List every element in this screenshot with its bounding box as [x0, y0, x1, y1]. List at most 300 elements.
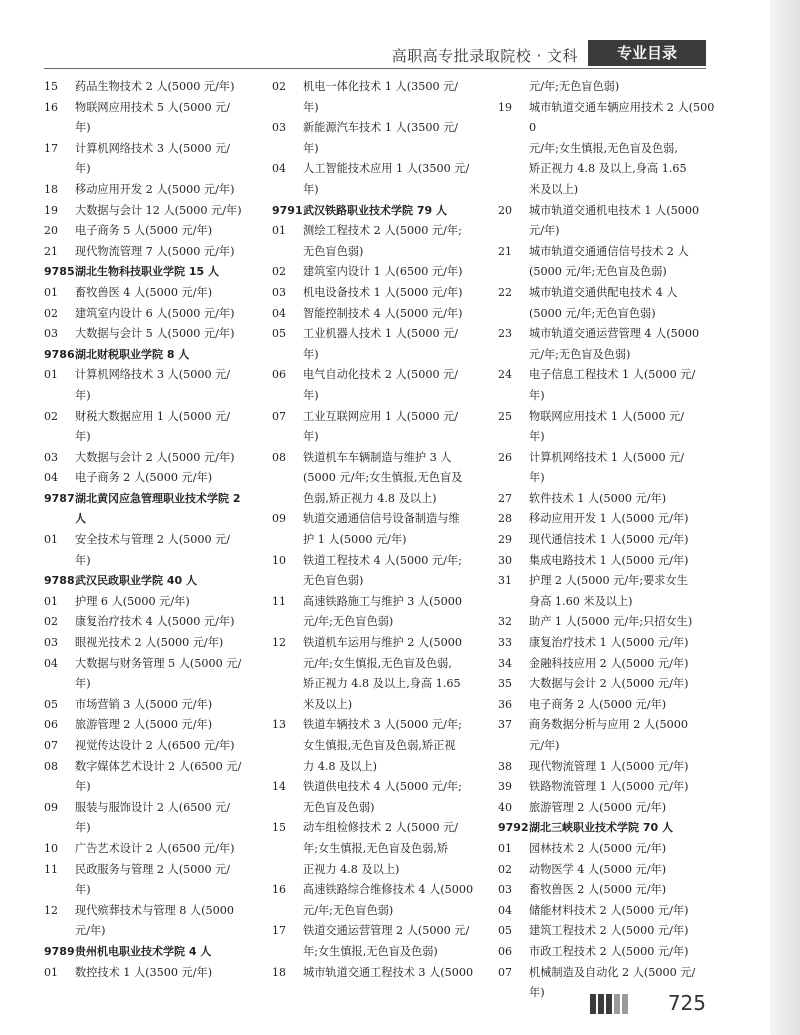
major-text: 康复治疗技术 4 人(5000 元/年) — [75, 615, 235, 629]
major-entry — [44, 98, 266, 119]
indent — [44, 818, 75, 839]
major-text: 计算机网络技术 3 人(5000 元/ — [75, 368, 231, 382]
entry-continuation — [498, 180, 720, 201]
major-text: 工业机器人技术 1 人(5000 元/ — [303, 327, 459, 341]
major-text: 现代殡葬技术与管理 8 人(5000 — [75, 903, 234, 917]
major-entry — [498, 530, 720, 551]
footer-decoration — [590, 994, 628, 1014]
major-code: 20 — [498, 203, 512, 217]
major-text: 广告艺术设计 2 人(6500 元/年) — [75, 841, 235, 855]
major-code: 06 — [272, 368, 286, 382]
major-code: 04 — [44, 656, 58, 670]
major-text: 年) — [303, 100, 319, 114]
major-text: 年) — [303, 388, 319, 402]
column-3 — [498, 77, 720, 1004]
major-entry — [498, 407, 720, 428]
school-heading — [498, 818, 720, 839]
major-text: 现代物流管理 7 人(5000 元/年) — [75, 244, 235, 258]
major-code: 11 — [44, 862, 58, 876]
major-entry — [44, 901, 266, 922]
indent — [272, 489, 303, 510]
major-text: 现代通信技术 1 人(5000 元/年) — [529, 533, 689, 547]
major-text: 正视力 4.8 及以上) — [303, 862, 400, 876]
major-text: 年) — [75, 121, 91, 135]
major-entry — [498, 798, 720, 819]
entry-continuation — [498, 468, 720, 489]
major-entry — [272, 77, 494, 98]
major-entry — [272, 221, 494, 242]
entry-continuation — [272, 98, 494, 119]
major-code: 22 — [498, 285, 512, 299]
major-text: 市场营销 3 人(5000 元/年) — [75, 697, 213, 711]
major-entry — [44, 180, 266, 201]
major-text: 年) — [75, 780, 91, 794]
school-code: 9788 — [44, 574, 75, 588]
indent — [272, 901, 303, 922]
indent — [272, 612, 303, 633]
indent — [272, 695, 303, 716]
major-text: 计算机网络技术 3 人(5000 元/ — [75, 141, 231, 155]
indent — [498, 983, 529, 1004]
major-code: 36 — [498, 697, 512, 711]
entry-continuation — [44, 880, 266, 901]
major-text: 数控技术 1 人(3500 元/年) — [75, 965, 213, 979]
major-text: 移动应用开发 2 人(5000 元/年) — [75, 182, 235, 196]
major-text: (5000 元/年;无色盲及色弱) — [529, 265, 667, 279]
major-text: 无色盲及色弱) — [303, 800, 375, 814]
major-text: 工业互联网应用 1 人(5000 元/ — [303, 409, 459, 423]
school-heading — [44, 571, 266, 592]
major-text: 年) — [75, 430, 91, 444]
indent — [498, 262, 529, 283]
major-text: 园林技术 2 人(5000 元/年) — [529, 841, 667, 855]
major-text: 服装与服饰设计 2 人(6500 元/ — [75, 800, 231, 814]
major-text: 电子商务 2 人(5000 元/年) — [75, 471, 213, 485]
school-name: 武汉民政职业学院 40 人 — [75, 574, 197, 588]
major-text: 米及以上) — [529, 182, 579, 196]
major-code: 37 — [498, 718, 512, 732]
major-code: 02 — [272, 80, 286, 93]
major-code: 03 — [44, 327, 58, 341]
major-code: 05 — [498, 924, 512, 938]
column-2 — [272, 77, 494, 983]
indent — [272, 386, 303, 407]
indent — [44, 509, 75, 530]
major-code: 40 — [498, 800, 512, 814]
major-entry — [498, 201, 720, 222]
major-code: 03 — [44, 450, 58, 464]
major-text: 高速铁路综合维修技术 4 人(5000 — [303, 883, 474, 897]
major-code: 12 — [272, 636, 286, 650]
major-entry — [272, 407, 494, 428]
school-name: 湖北财税职业学院 8 人 — [75, 347, 190, 361]
major-text: 城市轨道交通车辆应用技术 2 人(5000 — [529, 100, 715, 135]
entry-continuation — [272, 139, 494, 160]
major-text: 城市轨道交通机电技术 1 人(5000 — [529, 203, 700, 217]
major-entry — [498, 942, 720, 963]
major-code: 15 — [272, 821, 286, 835]
major-text: 铁路物流管理 1 人(5000 元/年) — [529, 780, 689, 794]
entry-continuation — [272, 901, 494, 922]
header-title: 高职高专批录取院校 · 文科 — [391, 47, 578, 65]
major-text: 城市轨道交通通信信号技术 2 人 — [529, 244, 689, 258]
major-entry — [44, 139, 266, 160]
major-text: 元/年) — [529, 739, 560, 752]
major-text: 护 1 人(5000 元/年) — [303, 533, 407, 547]
school-heading — [44, 262, 266, 283]
major-code: 05 — [272, 327, 286, 341]
indent — [272, 654, 303, 675]
major-code: 03 — [498, 883, 512, 897]
major-entry — [44, 468, 266, 489]
major-text: 铁道工程技术 4 人(5000 元/年; — [303, 553, 462, 567]
major-text: 铁道供电技术 4 人(5000 元/年; — [303, 780, 462, 794]
major-text: 无色盲色弱) — [303, 574, 364, 588]
entry-continuation — [272, 427, 494, 448]
major-entry — [498, 880, 720, 901]
entry-continuation — [44, 118, 266, 139]
entry-continuation — [272, 180, 494, 201]
school-name: 武汉铁路职业技术学院 79 人 — [303, 203, 447, 217]
entry-continuation — [272, 468, 494, 489]
major-entry — [498, 571, 720, 592]
school-code: 9791 — [272, 203, 303, 217]
major-code: 21 — [498, 244, 512, 258]
major-text: 软件技术 1 人(5000 元/年) — [529, 491, 667, 505]
major-entry — [498, 715, 720, 736]
major-text: 年) — [303, 141, 319, 155]
major-code: 01 — [44, 533, 58, 547]
major-entry — [272, 365, 494, 386]
indent — [44, 159, 75, 180]
indent — [44, 921, 75, 942]
major-text: 人工智能技术应用 1 人(3500 元/ — [303, 162, 470, 176]
school-name: 湖北生物科技职业学院 15 人 — [75, 265, 219, 279]
major-text: 眼视光技术 2 人(5000 元/年) — [75, 636, 224, 650]
entry-continuation — [272, 798, 494, 819]
indent — [272, 798, 303, 819]
major-entry — [44, 201, 266, 222]
major-code: 32 — [498, 615, 512, 629]
major-text: 女生慎报,无色盲及色弱,矫正视 — [303, 739, 456, 752]
major-text: 畜牧兽医 2 人(5000 元/年) — [529, 883, 667, 897]
major-text: 年) — [303, 182, 319, 196]
indent — [44, 118, 75, 139]
major-code: 03 — [272, 121, 286, 135]
major-text: 铁道车辆技术 3 人(5000 元/年; — [303, 718, 462, 732]
indent — [498, 221, 529, 242]
major-code: 02 — [272, 265, 286, 279]
major-text: 年) — [75, 677, 91, 691]
entry-continuation — [498, 262, 720, 283]
indent — [44, 427, 75, 448]
major-text: 年) — [529, 986, 545, 1000]
major-text: 视觉传达设计 2 人(6500 元/年) — [75, 739, 235, 752]
major-text: 移动应用开发 1 人(5000 元/年) — [529, 512, 689, 526]
major-code: 25 — [498, 409, 512, 423]
major-entry — [498, 448, 720, 469]
page-number: 725 — [667, 991, 706, 1015]
entry-continuation — [44, 159, 266, 180]
major-text: 电子信息工程技术 1 人(5000 元/ — [529, 368, 696, 382]
major-code: 04 — [498, 903, 512, 917]
major-code: 38 — [498, 759, 512, 773]
major-entry — [498, 839, 720, 860]
major-text: 安全技术与管理 2 人(5000 元/ — [75, 533, 231, 547]
major-text: 矫正视力 4.8 及以上,身高 1.65 — [303, 677, 461, 691]
school-heading — [44, 489, 266, 510]
major-entry — [272, 283, 494, 304]
entry-continuation — [272, 695, 494, 716]
major-text: 大数据与会计 12 人(5000 元/年) — [75, 203, 242, 217]
entry-continuation — [498, 386, 720, 407]
major-text: (5000 元/年;无色盲色弱) — [529, 306, 656, 320]
major-code: 29 — [498, 533, 512, 547]
major-entry — [498, 860, 720, 881]
major-entry — [498, 654, 720, 675]
major-text: 动车组检修技术 2 人(5000 元/ — [303, 821, 459, 835]
major-entry — [272, 262, 494, 283]
major-entry — [272, 592, 494, 613]
entry-continuation — [272, 654, 494, 675]
major-code: 01 — [272, 224, 286, 238]
major-text: 电气自动化技术 2 人(5000 元/ — [303, 368, 459, 382]
major-text: 市政工程技术 2 人(5000 元/年) — [529, 944, 689, 958]
indent — [44, 777, 75, 798]
indent — [272, 736, 303, 757]
major-code: 08 — [44, 759, 58, 773]
major-entry — [498, 98, 720, 139]
major-text: 铁道交通运营管理 2 人(5000 元/ — [303, 924, 470, 938]
major-code: 07 — [498, 965, 512, 979]
major-code: 04 — [272, 306, 286, 320]
major-text: 集成电路技术 1 人(5000 元/年) — [529, 553, 689, 567]
major-code: 01 — [498, 841, 512, 855]
major-text: 年) — [75, 883, 91, 897]
major-code: 23 — [498, 327, 512, 341]
major-text: 机电设备技术 1 人(5000 元/年) — [303, 285, 463, 299]
major-entry — [44, 736, 266, 757]
major-text: 大数据与财务管理 5 人(5000 元/ — [75, 656, 242, 670]
page-edge — [770, 0, 800, 1035]
major-entry — [44, 530, 266, 551]
major-entry — [44, 612, 266, 633]
major-code: 01 — [44, 285, 58, 299]
school-name: 人 — [75, 512, 86, 526]
indent — [272, 530, 303, 551]
major-entry — [272, 159, 494, 180]
major-entry — [272, 963, 494, 984]
major-entry — [498, 633, 720, 654]
major-code: 16 — [272, 883, 286, 897]
header-section-tag: 专业目录 — [588, 40, 706, 66]
school-code: 9786 — [44, 347, 75, 361]
entry-continuation — [498, 221, 720, 242]
major-text: 元/年;无色盲色弱) — [303, 615, 394, 629]
major-entry — [44, 963, 266, 984]
major-text: (5000 元/年;女生慎报,无色盲及 — [303, 471, 463, 485]
major-code: 16 — [44, 100, 58, 114]
major-entry — [498, 901, 720, 922]
indent — [498, 77, 529, 98]
major-code: 13 — [272, 718, 286, 732]
major-code: 06 — [498, 944, 512, 958]
major-text: 金融科技应用 2 人(5000 元/年) — [529, 656, 689, 670]
major-entry — [44, 242, 266, 263]
indent — [272, 345, 303, 366]
major-text: 无色盲色弱) — [303, 244, 364, 258]
major-code: 03 — [44, 636, 58, 650]
major-code: 11 — [272, 594, 286, 608]
major-entry — [498, 695, 720, 716]
major-entry — [272, 921, 494, 942]
entry-continuation — [44, 777, 266, 798]
major-text: 年) — [303, 430, 319, 444]
major-code: 03 — [272, 285, 286, 299]
indent — [44, 880, 75, 901]
school-name: 贵州机电职业技术学院 4 人 — [75, 944, 212, 958]
major-entry — [44, 633, 266, 654]
major-text: 城市轨道交通供配电技术 4 人 — [529, 285, 678, 299]
major-text: 身高 1.60 米及以上) — [529, 594, 633, 608]
school-code: 9785 — [44, 265, 75, 279]
major-text: 智能控制技术 4 人(5000 元/年) — [303, 306, 463, 320]
major-text: 年) — [75, 553, 91, 567]
indent — [272, 242, 303, 263]
major-text: 年) — [529, 388, 545, 402]
entry-continuation — [272, 386, 494, 407]
indent — [272, 674, 303, 695]
major-text: 元/年;无色盲色弱) — [303, 903, 394, 917]
indent — [44, 551, 75, 572]
indent — [272, 860, 303, 881]
major-text: 护理 2 人(5000 元/年;要求女生 — [529, 574, 688, 588]
major-code: 17 — [44, 141, 58, 155]
major-text: 元/年;女生慎报,无色盲及色弱, — [529, 141, 678, 155]
major-text: 铁道机车运用与维护 2 人(5000 — [303, 636, 462, 650]
major-text: 机械制造及自动化 2 人(5000 元/ — [529, 965, 696, 979]
major-entry — [498, 777, 720, 798]
major-text: 年) — [529, 471, 545, 485]
major-entry — [44, 860, 266, 881]
header-divider — [44, 68, 706, 69]
major-text: 建筑室内设计 1 人(6500 元/年) — [303, 265, 463, 279]
entry-continuation — [272, 942, 494, 963]
major-entry — [44, 77, 266, 98]
major-entry — [44, 221, 266, 242]
major-entry — [44, 798, 266, 819]
major-entry — [44, 304, 266, 325]
major-text: 测绘工程技术 2 人(5000 元/年; — [303, 224, 462, 238]
major-entry — [44, 839, 266, 860]
entry-continuation — [272, 571, 494, 592]
major-text: 商务数据分析与应用 2 人(5000 — [529, 718, 688, 732]
indent — [498, 159, 529, 180]
major-text: 数字媒体艺术设计 2 人(6500 元/ — [75, 759, 242, 773]
major-code: 14 — [272, 780, 286, 794]
major-code: 28 — [498, 512, 512, 526]
major-code: 21 — [44, 244, 58, 258]
major-text: 动物医学 4 人(5000 元/年) — [529, 862, 667, 876]
major-text: 储能材料技术 2 人(5000 元/年) — [529, 903, 689, 917]
major-code: 01 — [44, 368, 58, 382]
major-entry — [272, 118, 494, 139]
indent — [272, 139, 303, 160]
page-header — [0, 40, 706, 68]
major-text: 电子商务 5 人(5000 元/年) — [75, 224, 213, 238]
entry-continuation — [498, 159, 720, 180]
major-code: 34 — [498, 656, 512, 670]
major-entry — [272, 818, 494, 839]
major-text: 机电一体化技术 1 人(3500 元/ — [303, 80, 459, 93]
major-text: 矫正视力 4.8 及以上,身高 1.65 — [529, 162, 687, 176]
major-code: 02 — [44, 615, 58, 629]
major-code: 18 — [272, 965, 286, 979]
school-name: 湖北三峡职业技术学院 70 人 — [529, 821, 673, 835]
major-entry — [498, 612, 720, 633]
major-text: 建筑室内设计 6 人(5000 元/年) — [75, 306, 235, 320]
major-code: 09 — [272, 512, 286, 526]
major-text: 元/年;无色盲及色弱) — [529, 347, 631, 361]
major-text: 米及以上) — [303, 697, 353, 711]
major-code: 15 — [44, 80, 58, 93]
major-entry — [44, 324, 266, 345]
major-code: 07 — [44, 739, 58, 752]
entry-continuation — [498, 77, 720, 98]
major-text: 康复治疗技术 1 人(5000 元/年) — [529, 636, 689, 650]
major-text: 力 4.8 及以上) — [303, 759, 378, 773]
entry-continuation — [498, 304, 720, 325]
major-code: 02 — [498, 862, 512, 876]
indent — [272, 571, 303, 592]
major-entry — [498, 757, 720, 778]
school-code: 9789 — [44, 944, 75, 958]
major-text: 护理 6 人(5000 元/年) — [75, 594, 190, 608]
major-code: 09 — [44, 800, 58, 814]
major-text: 大数据与会计 2 人(5000 元/年) — [529, 677, 689, 691]
indent — [272, 757, 303, 778]
major-code: 10 — [272, 553, 286, 567]
major-code: 01 — [44, 965, 58, 979]
major-text: 大数据与会计 2 人(5000 元/年) — [75, 450, 235, 464]
entry-continuation — [44, 818, 266, 839]
entry-continuation — [498, 736, 720, 757]
entry-continuation — [498, 139, 720, 160]
major-text: 元/年;女生慎报,无色盲及色弱, — [303, 656, 452, 670]
major-entry — [498, 509, 720, 530]
major-entry — [272, 324, 494, 345]
major-entry — [498, 921, 720, 942]
major-entry — [44, 407, 266, 428]
major-text: 电子商务 2 人(5000 元/年) — [529, 697, 667, 711]
major-code: 27 — [498, 491, 512, 505]
major-text: 计算机网络技术 1 人(5000 元/ — [529, 450, 685, 464]
major-text: 年) — [75, 162, 91, 176]
major-code: 19 — [498, 100, 512, 114]
major-text: 色弱,矫正视力 4.8 及以上) — [303, 491, 437, 505]
major-entry — [498, 365, 720, 386]
major-code: 20 — [44, 224, 58, 238]
entry-continuation — [44, 921, 266, 942]
indent — [44, 386, 75, 407]
major-code: 05 — [44, 697, 58, 711]
major-text: 高速铁路施工与维护 3 人(5000 — [303, 594, 462, 608]
major-code: 26 — [498, 450, 512, 464]
major-entry — [272, 633, 494, 654]
major-text: 药品生物技术 2 人(5000 元/年) — [75, 80, 235, 93]
indent — [498, 592, 529, 613]
major-code: 02 — [44, 306, 58, 320]
